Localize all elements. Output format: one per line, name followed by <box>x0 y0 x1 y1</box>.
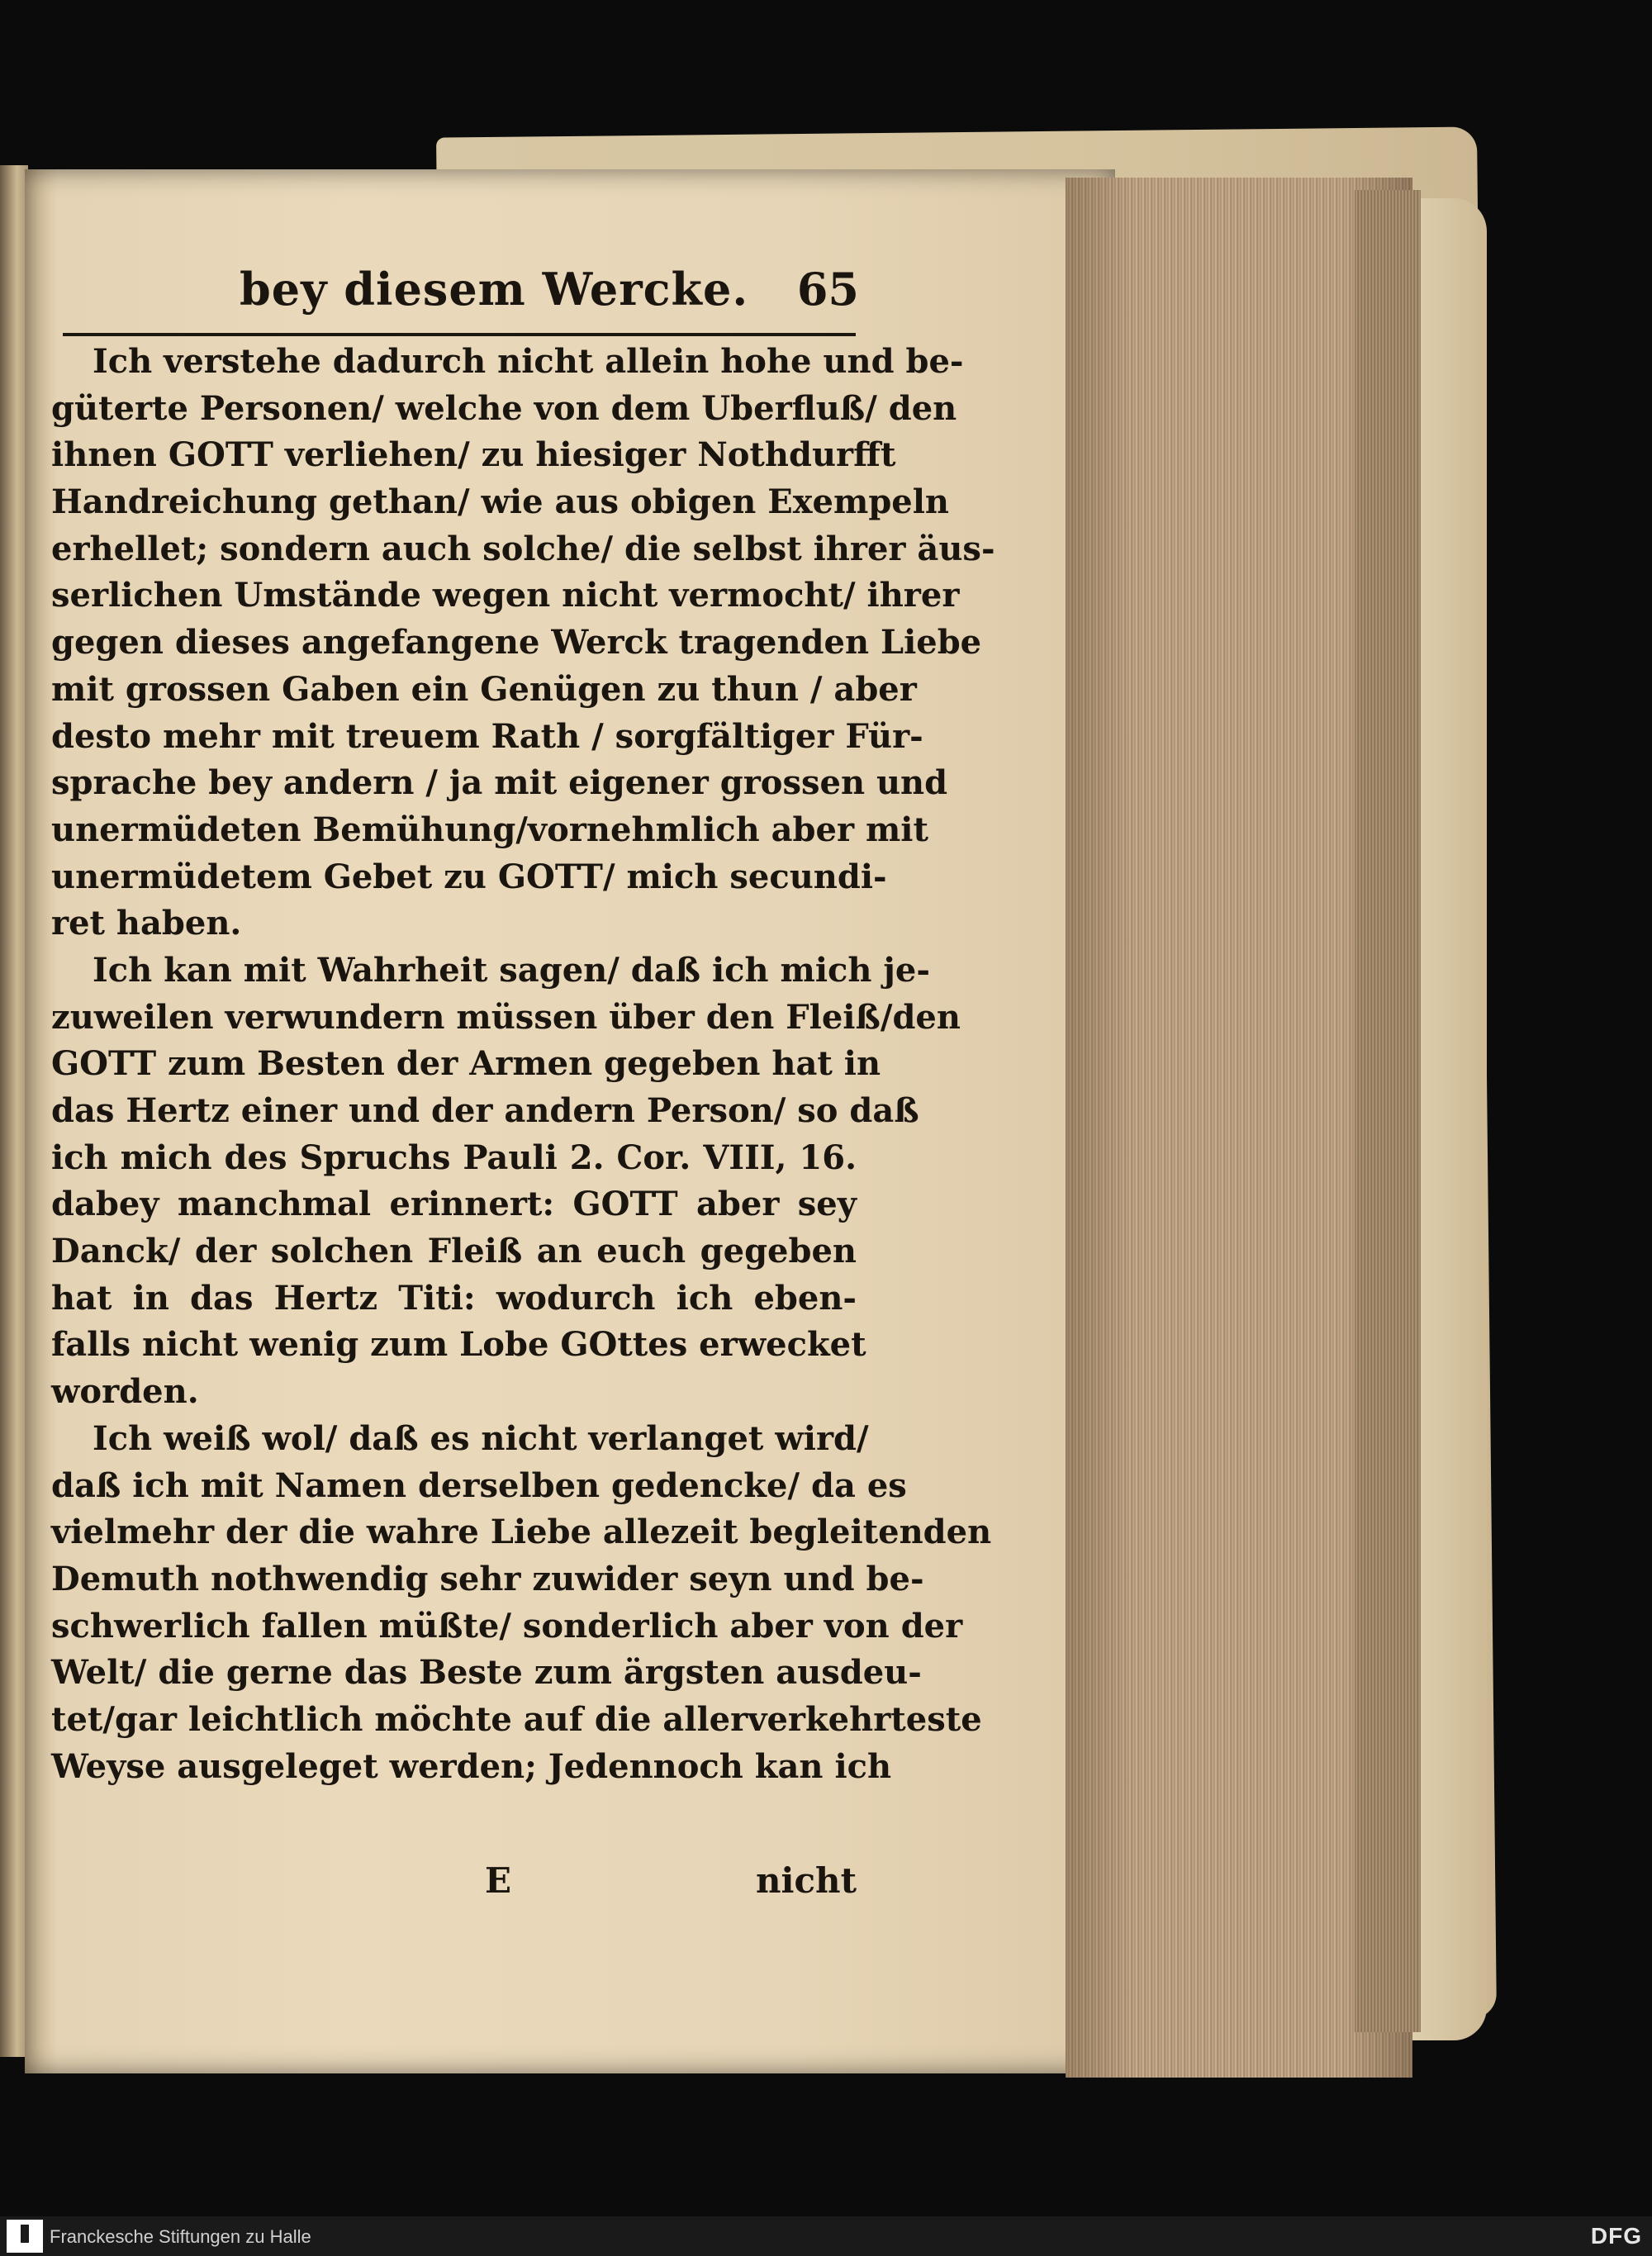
text-line: Handreichung gethan/ wie aus obigen Exempeln <box>51 482 950 522</box>
text-line: sprache bey andern / ja mit eigener grossen und <box>51 763 948 803</box>
text-line: Ich weiß wol/ daß es nicht verlanget wird/ <box>93 1418 869 1458</box>
text-line: Ich verstehe dadurch nicht allein hohe und be- <box>93 342 964 381</box>
text-line: zuweilen verwundern müssen über den Fleiß/den <box>51 997 961 1037</box>
text-line: erhellet; sondern auch solche/ die selbst ihrer äus- <box>51 529 995 568</box>
text-line: Welt/ die gerne das Beste zum ärgsten ausdeu- <box>51 1653 922 1693</box>
page-header <box>66 263 859 329</box>
text-line: schwerlich fallen müßte/ sonderlich aber von der <box>51 1606 963 1646</box>
text-line: ich mich des Spruchs Pauli 2. Cor. VIII, 16. <box>51 1137 857 1177</box>
institution-name: Franckesche Stiftungen zu Halle <box>50 2226 311 2247</box>
page-number: 65 <box>796 263 859 316</box>
text-line: unermüdetem Gebet zu GOTT/ mich secundi- <box>51 857 887 896</box>
text-line: falls nicht wenig zum Lobe GOttes erwecket <box>51 1325 866 1365</box>
facing-page-edge <box>0 165 28 2057</box>
text-line: hat in das Hertz Titi: wodurch ich eben- <box>51 1278 857 1318</box>
text-line: güterte Personen/ welche von dem Uberfluß/ den <box>51 388 957 428</box>
text-line: das Hertz einer und der andern Person/ so daß <box>51 1091 919 1130</box>
text-line: ihnen GOTT verliehen/ zu hiesiger Nothdurfft <box>51 435 896 475</box>
text-line: desto mehr mit treuem Rath / sorgfältiger Für- <box>51 716 923 756</box>
text-line: GOTT zum Besten der Armen gegeben hat in <box>51 1044 881 1084</box>
signature-mark: E <box>485 1860 512 1901</box>
text-line: serlichen Umstände wegen nicht vermocht/ ihrer <box>51 576 960 615</box>
text-line: Demuth nothwendig sehr zuwider seyn und be- <box>51 1559 924 1598</box>
body-text <box>51 339 995 1790</box>
institution-logo-icon <box>7 2220 43 2253</box>
running-title: bey diesem Wercke. <box>240 263 749 316</box>
header-rule <box>63 333 856 336</box>
text-line: dabey manchmal erinnert: GOTT aber sey <box>51 1185 857 1224</box>
text-line: Ich kan mit Wahrheit sagen/ daß ich mich je- <box>93 950 930 990</box>
text-line: unermüdeten Bemühung/vornehmlich aber mit <box>51 810 928 849</box>
page-footer-marks <box>51 1860 857 1910</box>
dfg-logo: DFG <box>1590 2223 1642 2249</box>
text-line: tet/gar leichtlich möchte auf die allerverkehrteste <box>51 1699 982 1739</box>
viewer-footer-bar <box>0 2216 1652 2256</box>
text-line: worden. <box>51 1372 199 1412</box>
text-line: mit grossen Gaben ein Genügen zu thun / aber <box>51 669 917 709</box>
catchword: nicht <box>755 1860 857 1901</box>
text-line: daß ich mit Namen derselben gedencke/ da es <box>51 1465 907 1505</box>
text-line: Weyse ausgeleget werden; Jedennoch kan ich <box>51 1746 892 1786</box>
text-line: Danck/ der solchen Fleiß an euch gegeben <box>51 1232 857 1271</box>
page-block-side <box>1355 190 1421 2032</box>
text-line: vielmehr der die wahre Liebe allezeit begleitenden <box>51 1513 992 1552</box>
text-line: gegen dieses angefangene Werck tragenden Liebe <box>51 623 982 663</box>
text-line: ret haben. <box>51 904 242 943</box>
